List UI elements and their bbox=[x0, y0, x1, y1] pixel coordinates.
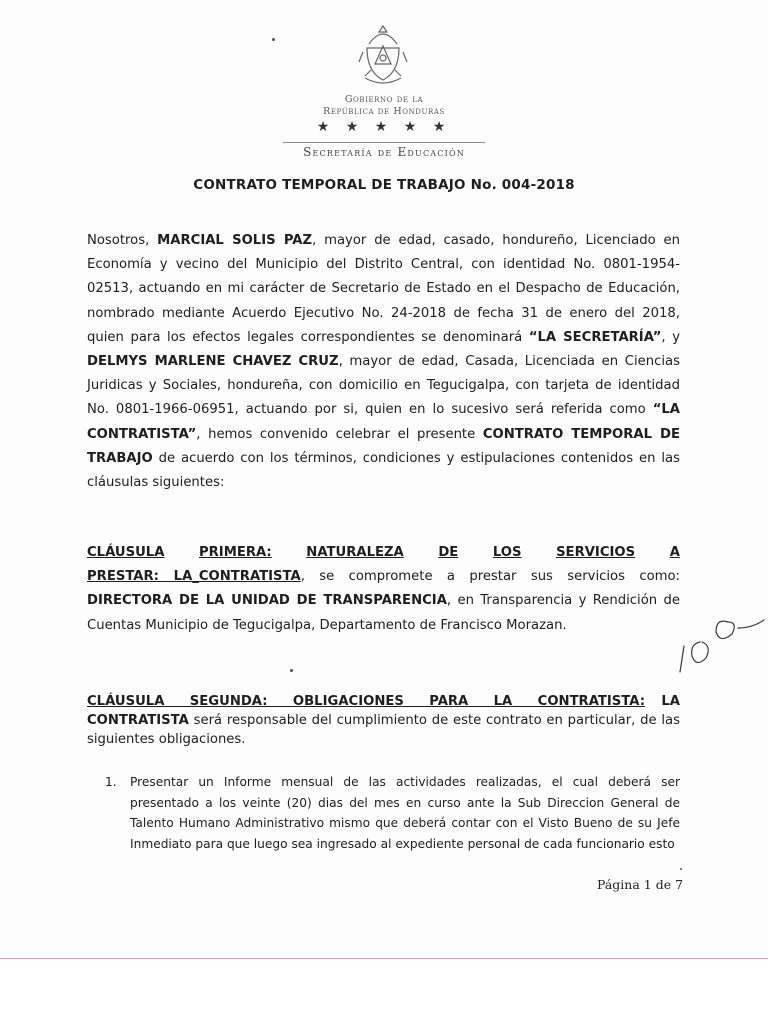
department-text: Secretaría de Educación bbox=[303, 145, 465, 159]
clause-heading-word: PRIMERA: bbox=[198, 545, 272, 560]
secretaria-alias: “LA SECRETARÍA” bbox=[528, 329, 662, 345]
five-stars-icon: ★ ★ ★ ★ ★ bbox=[316, 119, 452, 135]
intro-text: Nosotros, bbox=[87, 233, 158, 248]
intro-text: , hemos convenido celebrar el presente bbox=[196, 426, 483, 442]
clause-one-heading bbox=[87, 541, 680, 565]
page-bottom-edge bbox=[0, 958, 768, 1025]
scan-speck bbox=[272, 38, 275, 41]
clause-text: , en Transparencia y Rendición de Cuentas Municipio de Tegucigalpa, Departamento de Francisco Morazan. bbox=[87, 593, 681, 633]
header-divider bbox=[283, 142, 485, 143]
secretary-name: MARCIAL SOLIS PAZ bbox=[157, 233, 313, 248]
government-text: Gobierno de la bbox=[344, 94, 424, 105]
intro-text: de acuerdo con los términos, condiciones y estipulaciones contenidos en las cláusulas siguientes: bbox=[87, 450, 680, 491]
list-item-text: Presentar un Informe mensual de las actividades realizadas, el cual deberá ser presentado a los veinte (20) dias del mes en curso ante la Sub Direccion General de Talento Humano Administrativo mismo que deberá contar con el Visto Bueno de su Jefe Inmediato para que luego sea ingresado al expediente personal de cada funcionario esto bbox=[130, 775, 680, 851]
clause-heading-continuation: PRESTAR: LA_CONTRATISTA bbox=[87, 569, 301, 585]
coat-of-arms-icon bbox=[357, 22, 409, 88]
clause-heading-word: SERVICIOS bbox=[556, 545, 636, 560]
scan-speck bbox=[680, 868, 682, 870]
clause-text: , se compromete a prestar sus servicios como: bbox=[300, 569, 681, 585]
list-item-number: 1. bbox=[105, 775, 117, 789]
government-line-1 bbox=[0, 94, 768, 105]
clause-text: será responsable del cumplimiento de este contrato en particular, de las siguientes obligaciones. bbox=[87, 713, 680, 747]
clause-one-body bbox=[87, 565, 680, 638]
contract-title: CONTRATO TEMPORAL DE TRABAJO No. 004-2018 bbox=[193, 177, 575, 193]
clause-heading-word: CLÁUSULA bbox=[87, 545, 165, 560]
clause-two-paragraph bbox=[87, 692, 680, 749]
intro-text: , y bbox=[661, 329, 680, 345]
clause-one-paragraph bbox=[87, 541, 680, 638]
clause-heading-word: A bbox=[669, 545, 680, 560]
clause-heading-word: NATURALEZA bbox=[306, 545, 404, 560]
clause-two-heading: CLÁUSULA SEGUNDA: OBLIGACIONES PARA LA CONTRATISTA: bbox=[87, 694, 645, 709]
handwritten-margin-note bbox=[672, 598, 768, 680]
clause-heading-word: DE bbox=[438, 545, 459, 560]
scan-speck bbox=[290, 669, 293, 672]
clause-heading-word: LOS bbox=[492, 545, 522, 560]
contratista-label: LA CONTRATISTA bbox=[87, 694, 680, 728]
list-item bbox=[105, 772, 680, 854]
position-title: DIRECTORA DE LA UNIDAD DE TRANSPARENCIA bbox=[87, 593, 447, 609]
department-name bbox=[0, 145, 768, 159]
intro-text: , mayor de edad, casado, hondureño, Licenciado en Economía y vecino del Municipio del Distrito Central, con identidad No. 0801-1954-02513, actuando en mi carácter de Secretario de Estado en el Despacho de Educación, nombrado mediante Acuerdo Ejecutivo No. 24-2018 de fecha 31 de enero del 2018, quien para los efectos legales correspondientes se denominará bbox=[87, 233, 680, 345]
intro-text: , mayor de edad, Casada, Licenciada en Ciencias Juridicas y Sociales, hondureña, con domicilio en Tegucigalpa, con tarjeta de identidad No. 0801-1966-06951, actuando por si, quien en lo sucesivo será referida como bbox=[87, 354, 680, 418]
intro-paragraph bbox=[87, 229, 680, 495]
contractor-name: DELMYS MARLENE CHAVEZ CRUZ bbox=[87, 354, 339, 370]
government-line-2 bbox=[0, 106, 768, 117]
obligations-list bbox=[105, 772, 680, 854]
contract-type: CONTRATO TEMPORAL DE TRABAJO bbox=[87, 426, 680, 466]
page-number: Página 1 de 7 bbox=[597, 877, 684, 892]
republic-text: República de Honduras bbox=[323, 106, 445, 117]
contratista-alias: “LA CONTRATISTA” bbox=[87, 402, 680, 442]
